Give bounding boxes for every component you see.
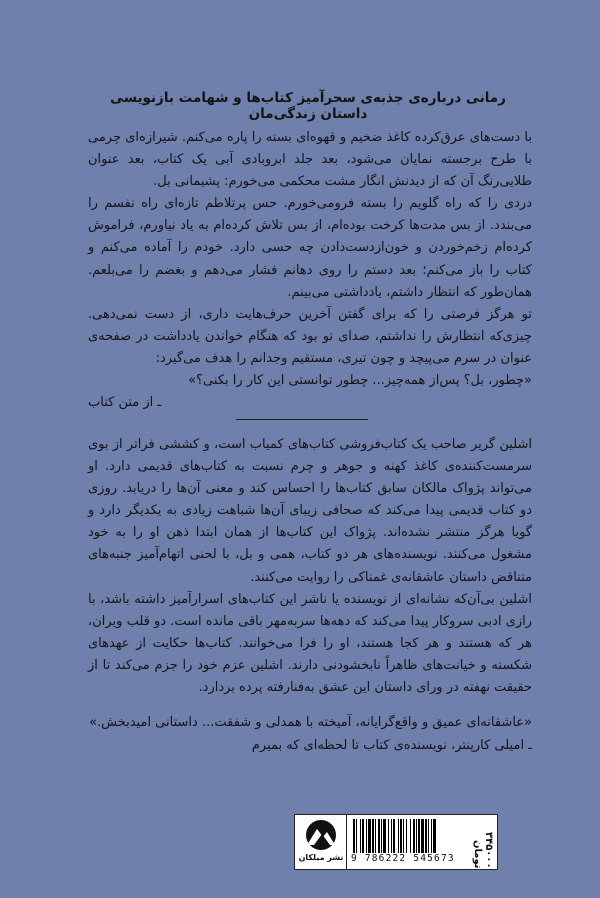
review-blurb (88, 712, 532, 757)
book-synopsis (88, 434, 532, 699)
blurb-attribution: ـ امیلی کارپنتر، نویسنده‌ی کتاب تا لحظه‌ای که بمیرم (251, 737, 532, 753)
barcode-label (346, 814, 498, 870)
mountains-icon (301, 819, 341, 851)
book-excerpt (88, 127, 532, 414)
publisher-name: نشر میلکان (298, 853, 344, 862)
excerpt-source: ـ از متن کتاب (88, 395, 162, 411)
excerpt-paragraph: تو هرگز فرصتی را که برای گفتن آخرین حرف‌هایت داری، از دست نمی‌دهی. چیزی‌که انتظارش را نداشتم، صدای تو بود که هنگام خواندن یادداشت در صفحه‌ی عنوان در سرم می‌پیچد و چون تیری، مستقیم وجدانم را هدف می‌گیرد: (88, 306, 532, 366)
synopsis-paragraph: اشلین بی‌آن‌که نشانه‌ای از نویسنده یا ناشر این کتاب‌های اسرارآمیز داشته باشد، با رازی ادبی سروکار پیدا می‌کند که دهه‌ها سربه‌مهر باقی مانده است. دو قلب ویران، هر که هستند و هر کجا هستند، او را فرا می‌خوانند. کتاب‌ها حکایت از عهدهای شکسته و خیانت‌های ظاهراً نابخشودنی دارند. اشلین عزم خود را جزم می‌کند تا از حقیقت نهفته در ورای داستان این عشق به‌فنارفته پرده بردارد. (88, 591, 532, 696)
excerpt-quote: «چطور، بل؟ پس‌از همه‌چیز... چطور توانستی این کار را بکنی؟» (188, 373, 532, 389)
barcode (353, 819, 463, 853)
excerpt-paragraph: دردی را که راه گلویم را بسته فرومی‌خورم. حس پرتلاطم تازه‌ای راه نفسم را می‌بندد. از بس مدت‌ها کرخت بوده‌ام، از بس تلاش کرده‌ام به یاد نیاورم، فراموش کرده‌ام زخم‌خوردن و خون‌از‌دست‌دادن چه حسی دارد. خودم را آماده می‌کنم و کتاب را باز می‌کنم؛ بعد دستم را روی دهانم فشار می‌دهم و بغضم را می‌بلعم. همان‌طور که انتظار داشتم، یادداشتی می‌بینم. (88, 196, 532, 300)
blurb-quote: «عاشقانه‌ای عمیق و واقع‌گرایانه، آمیخته با همدلی و شفقت... داستانی امیدبخش.» (89, 715, 532, 730)
publisher-logo (294, 814, 348, 870)
price-label: ۳۴۵۰۰۰ تومان (472, 832, 494, 869)
cover-headline: رمانی درباره‌ی جذبه‌ی سحرآمیز کتاب‌ها و شهامت بازنویسی داستان زندگی‌مان (110, 90, 506, 122)
excerpt-paragraph: با دست‌های عرق‌کرده کاغذ ضخیم و قهوه‌ای بسته را پاره می‌کنم. شیرازه‌ای چرمی با طرح برجسته نمایان می‌شود، بعد جلد ابروبادی آبی یک کتاب، بعد عنوان طلایی‌رنگ آن که از دیدنش انگار مشت محکمی می‌خورم: پشیمانی بل. (88, 130, 532, 190)
synopsis-paragraph: اشلین گریر صاحب یک کتاب‌فروشی کتاب‌های کمیاب است، و کششی فراتر از بوی سرمست‌کننده‌ی کاغذ کهنه و جوهر و چرم نسبت به کتاب‌های قدیمی دارد. او می‌تواند پژواک مالکان سابق کتاب‌ها را احساس کند و معنی آن‌ها را دریابد. روزی دو کتاب قدیمی پیدا می‌کند که صحافی زیبای آن‌ها شباهت زیادی به یکدیگر دارد و گویا هرگز منتشر نشده‌اند. پژواک این کتاب‌ها از همان ابتدا ذهن او را به خود مشغول می‌کنند. نویسنده‌های هر دو کتاب، همی و بل، با لحنی اتهام‌آمیز جنبه‌های متناقض داستان عاشقانه‌ی غمناکی را روایت می‌کنند. (88, 437, 532, 585)
section-divider (236, 419, 368, 420)
barcode-digits: 9 786222 545673 (351, 853, 455, 864)
